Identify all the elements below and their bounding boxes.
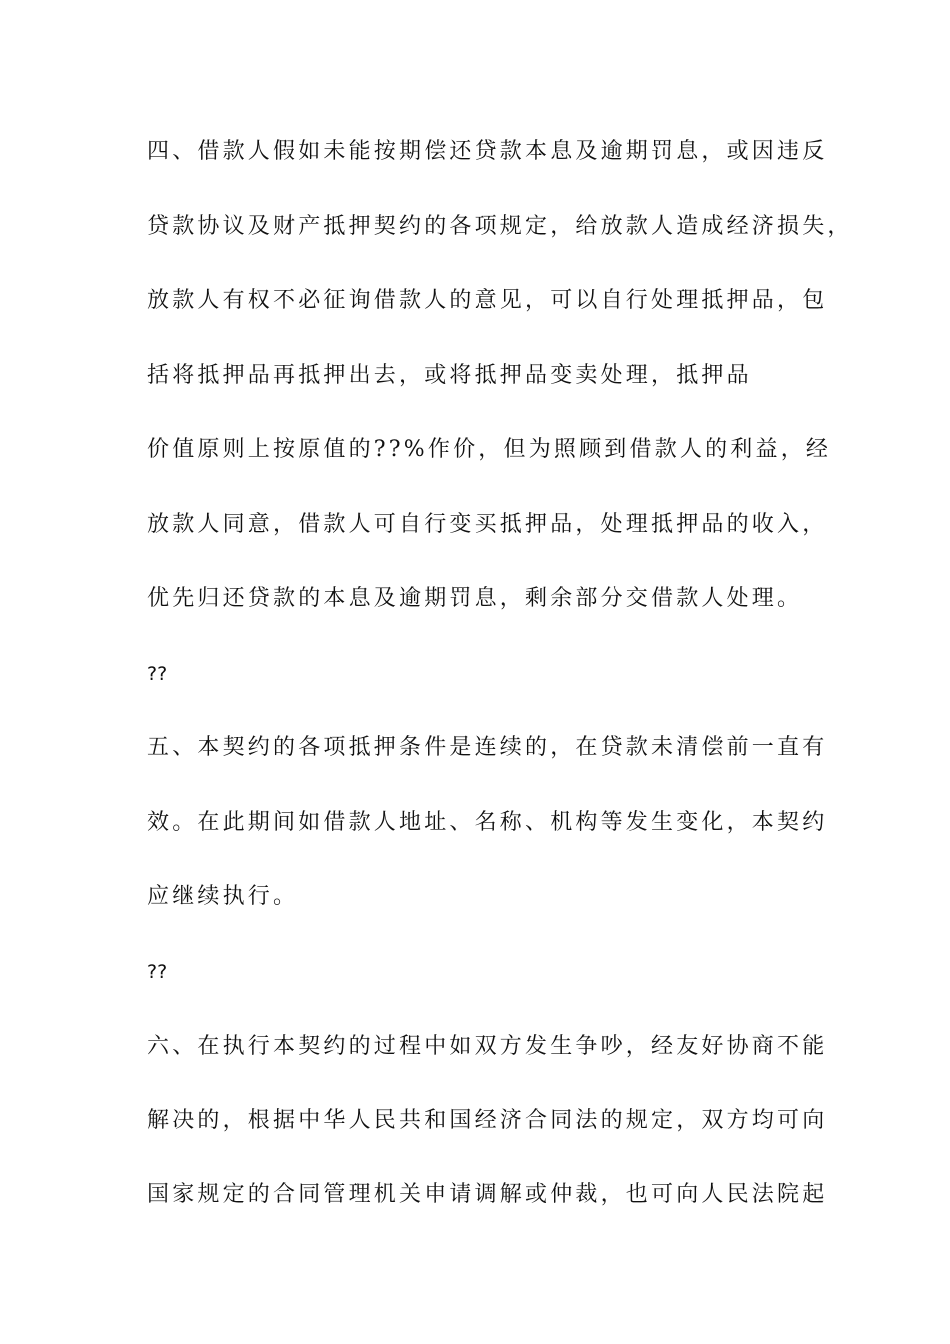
clause-4-line-2: 贷款协议及财产抵押契约的各项规定，给放款人造成经济损失， xyxy=(147,214,853,239)
clause-4-line-3: 放款人有权不必征询借款人的意见，可以自行处理抵押品，包 xyxy=(147,288,828,313)
clause-4-line-5: 价值原则上按原值的??%作价，但为照顾到借款人的利益，经 xyxy=(147,437,832,462)
clause-5-line-1: 五、本契约的各项抵押条件是连续的，在贷款未清偿前一直有 xyxy=(147,735,828,760)
clause-4-line-6: 放款人同意，借款人可自行变买抵押品，处理抵押品的收入， xyxy=(147,512,828,537)
clause-5-line-2: 效。在此期间如借款人地址、名称、机构等发生变化，本契约 xyxy=(147,810,828,835)
clause-4-line-4: 括将抵押品再抵押出去，或将抵押品变卖处理，抵押品 xyxy=(147,363,752,388)
clause-4-line-1: 四、借款人假如未能按期偿还贷款本息及逾期罚息，或因违反 xyxy=(147,139,828,164)
clause-5-line-3: 应继续执行。 xyxy=(147,884,299,909)
clause-4-line-7: 优先归还贷款的本息及逾期罚息，剩余部分交借款人处理。 xyxy=(147,586,803,611)
clause-6-line-1: 六、在执行本契约的过程中如双方发生争吵，经友好协商不能 xyxy=(147,1034,828,1059)
clause-6-line-3: 国家规定的合同管理机关申请调解或仲裁，也可向人民法院起 xyxy=(147,1182,828,1207)
separator-mark-1: ?? xyxy=(147,663,168,685)
clause-6-line-2: 解决的，根据中华人民共和国经济合同法的规定，双方均可向 xyxy=(147,1108,828,1133)
separator-mark-2: ?? xyxy=(147,961,168,983)
